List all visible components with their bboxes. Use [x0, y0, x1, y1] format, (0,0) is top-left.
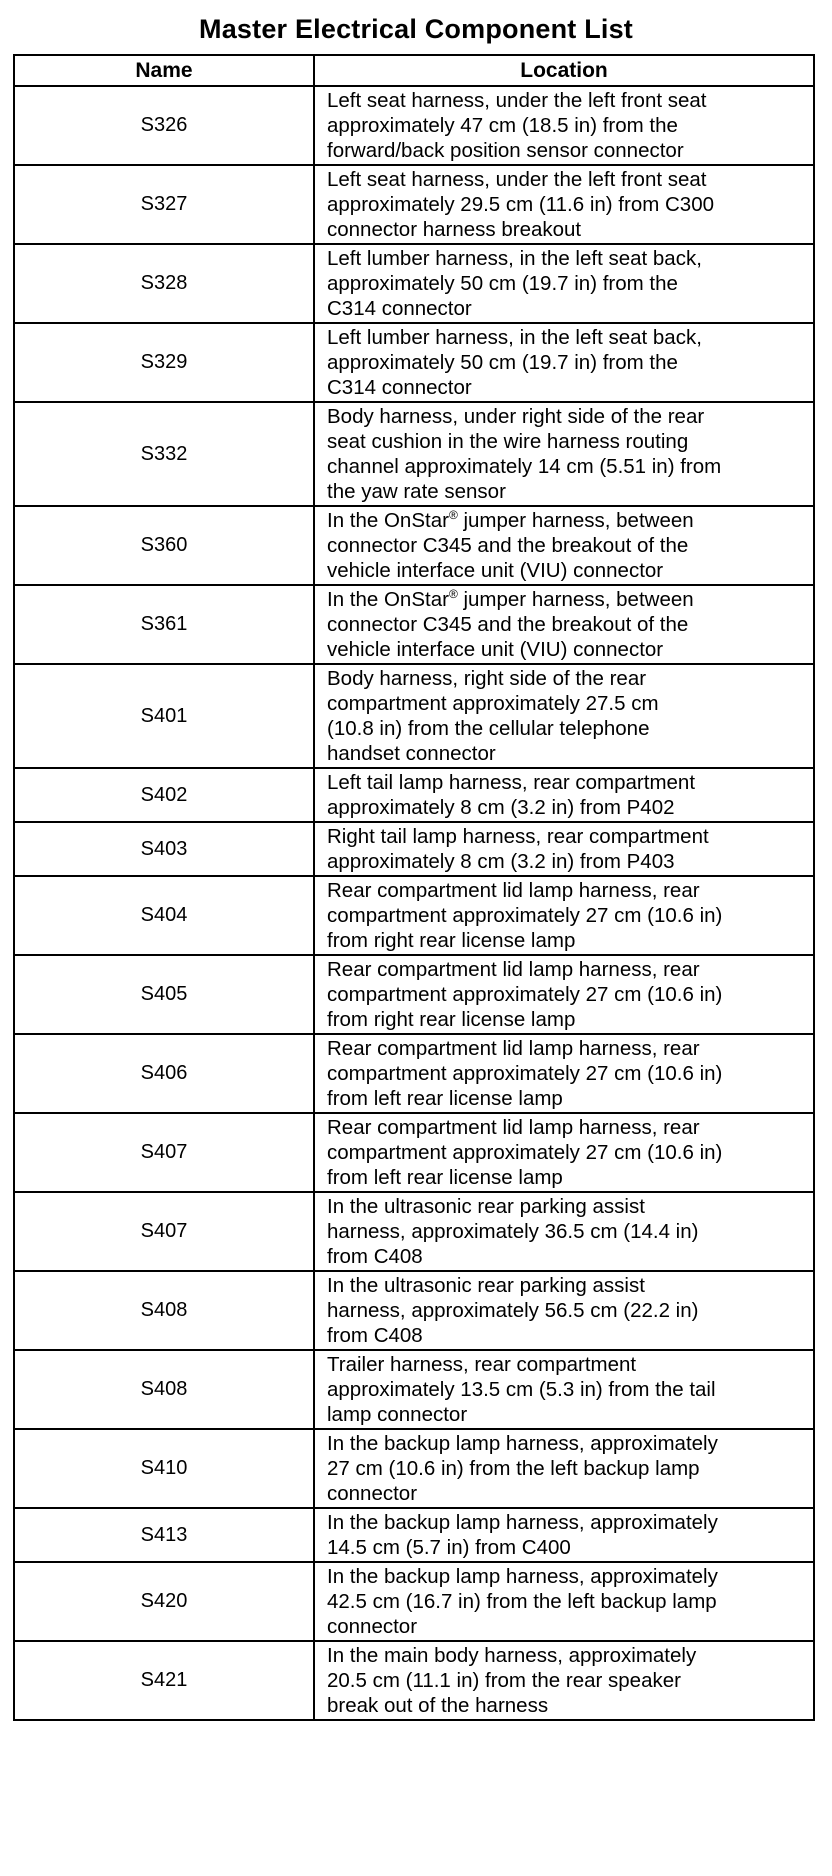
component-name-cell: S408: [14, 1271, 314, 1350]
component-location-cell: In the OnStar® jumper harness, between connector C345 and the breakout of the vehicle interface unit (VIU) connector: [314, 585, 814, 664]
component-location-cell: Rear compartment lid lamp harness, rear compartment approximately 27 cm (10.6 in) from left rear license lamp: [314, 1113, 814, 1192]
registered-mark: ®: [448, 587, 458, 602]
registered-mark: ®: [448, 508, 458, 523]
component-location-cell: Left seat harness, under the left front seat approximately 29.5 cm (11.6 in) from C300 connector harness breakout: [314, 165, 814, 244]
table-row: [14, 323, 814, 402]
table-row: [14, 165, 814, 244]
component-location-cell: Left seat harness, under the left front seat approximately 47 cm (18.5 in) from the forward/back position sensor connector: [314, 86, 814, 165]
table-row: [14, 768, 814, 822]
table-row: [14, 664, 814, 768]
component-name-cell: S406: [14, 1034, 314, 1113]
component-name-cell: S360: [14, 506, 314, 585]
component-location-cell: In the ultrasonic rear parking assist harness, approximately 56.5 cm (22.2 in) from C408: [314, 1271, 814, 1350]
component-name-cell: S410: [14, 1429, 314, 1508]
component-location-cell: Rear compartment lid lamp harness, rear compartment approximately 27 cm (10.6 in) from right rear license lamp: [314, 955, 814, 1034]
component-table: [13, 54, 815, 1721]
table-row: [14, 86, 814, 165]
component-name-cell: S329: [14, 323, 314, 402]
table-row: [14, 1113, 814, 1192]
table-row: [14, 1192, 814, 1271]
component-name-cell: S407: [14, 1192, 314, 1271]
component-location-cell: Rear compartment lid lamp harness, rear compartment approximately 27 cm (10.6 in) from right rear license lamp: [314, 876, 814, 955]
component-name-cell: S361: [14, 585, 314, 664]
component-name-cell: S420: [14, 1562, 314, 1641]
table-row: [14, 1034, 814, 1113]
column-header-name: Name: [14, 55, 314, 86]
component-location-cell: Trailer harness, rear compartment approximately 13.5 cm (5.3 in) from the tail lamp connector: [314, 1350, 814, 1429]
component-location-cell: In the backup lamp harness, approximately 27 cm (10.6 in) from the left backup lamp connector: [314, 1429, 814, 1508]
component-location-cell: In the OnStar® jumper harness, between connector C345 and the breakout of the vehicle interface unit (VIU) connector: [314, 506, 814, 585]
component-name-cell: S332: [14, 402, 314, 506]
table-row: [14, 1641, 814, 1720]
component-name-cell: S408: [14, 1350, 314, 1429]
component-name-cell: S402: [14, 768, 314, 822]
component-name-cell: S404: [14, 876, 314, 955]
table-row: [14, 585, 814, 664]
component-location-cell: In the backup lamp harness, approximately 14.5 cm (5.7 in) from C400: [314, 1508, 814, 1562]
component-name-cell: S407: [14, 1113, 314, 1192]
component-name-cell: S326: [14, 86, 314, 165]
table-row: [14, 1429, 814, 1508]
component-location-cell: Body harness, right side of the rear compartment approximately 27.5 cm (10.8 in) from the cellular telephone handset connector: [314, 664, 814, 768]
table-row: [14, 955, 814, 1034]
component-name-cell: S328: [14, 244, 314, 323]
table-row: [14, 1562, 814, 1641]
component-location-cell: Left lumber harness, in the left seat back, approximately 50 cm (19.7 in) from the C314 connector: [314, 244, 814, 323]
table-row: [14, 506, 814, 585]
component-location-cell: Rear compartment lid lamp harness, rear compartment approximately 27 cm (10.6 in) from left rear license lamp: [314, 1034, 814, 1113]
component-name-cell: S405: [14, 955, 314, 1034]
component-name-cell: S327: [14, 165, 314, 244]
table-row: [14, 402, 814, 506]
component-location-cell: In the ultrasonic rear parking assist harness, approximately 36.5 cm (14.4 in) from C408: [314, 1192, 814, 1271]
table-row: [14, 1350, 814, 1429]
component-location-cell: Left lumber harness, in the left seat back, approximately 50 cm (19.7 in) from the C314 connector: [314, 323, 814, 402]
table-row: [14, 822, 814, 876]
table-row: [14, 1508, 814, 1562]
component-location-cell: Right tail lamp harness, rear compartment approximately 8 cm (3.2 in) from P403: [314, 822, 814, 876]
component-location-cell: Body harness, under right side of the rear seat cushion in the wire harness routing channel approximately 14 cm (5.51 in) from the yaw rate sensor: [314, 402, 814, 506]
table-row: [14, 244, 814, 323]
component-location-cell: Left tail lamp harness, rear compartment approximately 8 cm (3.2 in) from P402: [314, 768, 814, 822]
table-header-row: [14, 55, 814, 86]
table-row: [14, 876, 814, 955]
table-row: [14, 1271, 814, 1350]
page-title: Master Electrical Component List: [199, 14, 633, 44]
column-header-location: Location: [314, 55, 814, 86]
component-name-cell: S401: [14, 664, 314, 768]
component-location-cell: In the backup lamp harness, approximately 42.5 cm (16.7 in) from the left backup lamp connector: [314, 1562, 814, 1641]
component-location-cell: In the main body harness, approximately 20.5 cm (11.1 in) from the rear speaker break out of the harness: [314, 1641, 814, 1720]
component-name-cell: S403: [14, 822, 314, 876]
component-name-cell: S413: [14, 1508, 314, 1562]
component-name-cell: S421: [14, 1641, 314, 1720]
